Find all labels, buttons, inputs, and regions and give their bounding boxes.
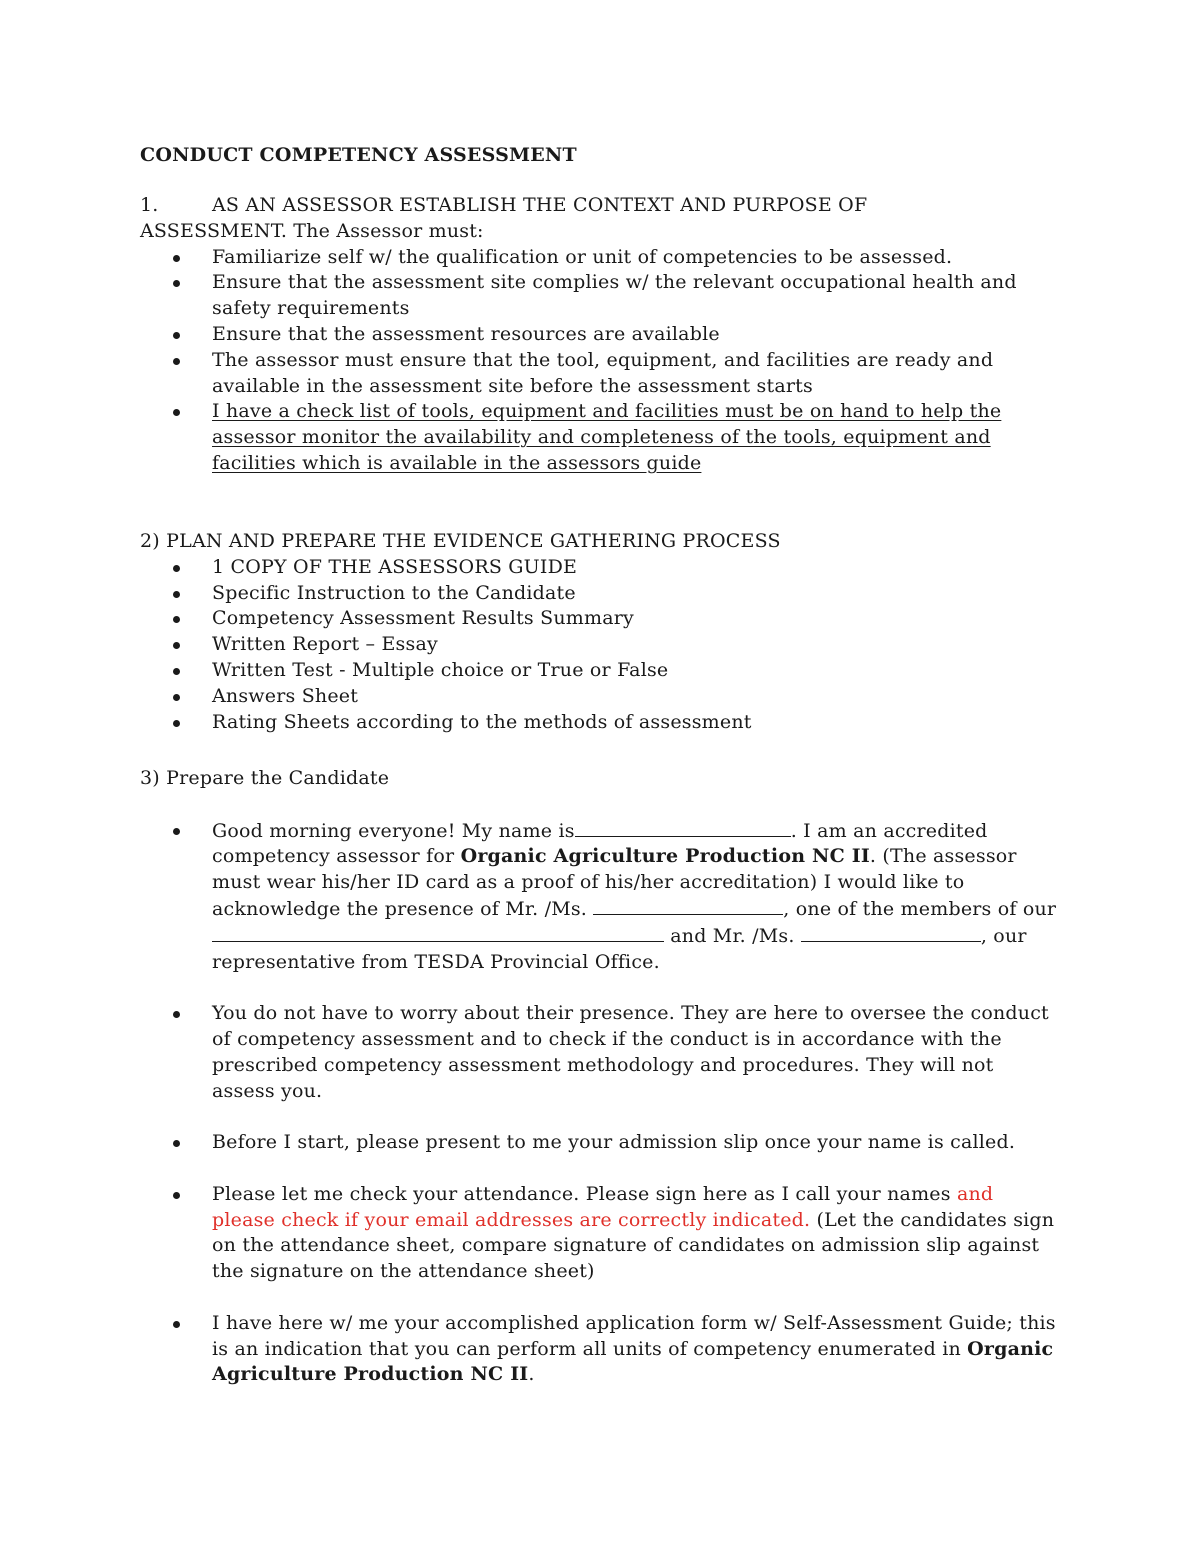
- member-name-blank: [593, 896, 783, 915]
- list-item: I have here w/ me your accomplished application form w/ Self-Assessment Guide; this is an indication that you can perform all units of competency enumerated in Organic Agriculture Production NC II.: [140, 1311, 1060, 1388]
- list-item: Familiarize self w/ the qualification or unit of competencies to be assessed.: [140, 245, 1060, 271]
- section-1-number: 1.: [140, 194, 159, 216]
- list-item-greeting: Good morning everyone! My name is . I am an accredited competency assessor for Organic Agriculture Production NC II. (The assessor must wear his/her ID card as a proof of his/her accreditation) I would like to acknowledge the presence of Mr. /Ms. , one of the members of our and Mr. /Ms. , our representative from TESDA Provincial Office.: [140, 818, 1060, 976]
- bullet-icon: [173, 591, 180, 598]
- bullet-icon: [173, 332, 180, 339]
- list-item: Written Test - Multiple choice or True or False: [140, 658, 1060, 684]
- list-item: Before I start, please present to me your admission slip once your name is called.: [140, 1130, 1060, 1156]
- list-item: The assessor must ensure that the tool, equipment, and facilities are ready and available in the assessment site before the assessment starts: [140, 348, 1060, 400]
- bullet-icon: [173, 255, 180, 262]
- section-1-heading: [140, 193, 1060, 219]
- document-title: CONDUCT COMPETENCY ASSESSMENT: [140, 144, 577, 166]
- list-item: Answers Sheet: [140, 684, 1060, 710]
- list-item: You do not have to worry about their presence. They are here to oversee the conduct of competency assessment and to check if the conduct is in accordance with the prescribed competency assessment methodology and procedures. They will not assess you.: [140, 1001, 1060, 1104]
- section-1-list: [140, 245, 1060, 477]
- section-1-heading-line2: ASSESSMENT. The Assessor must:: [140, 219, 484, 242]
- section-2: [140, 529, 1060, 735]
- bullet-icon: [173, 1192, 180, 1199]
- organization-blank: [212, 923, 664, 942]
- bullet-icon: [173, 616, 180, 623]
- list-item: Ensure that the assessment resources are available: [140, 322, 1060, 348]
- section-1-heading-line1: AS AN ASSESSOR ESTABLISH THE CONTEXT AND PURPOSE OF: [212, 194, 868, 216]
- highlighted-text: and please check if your email addresses are correctly indicated.: [212, 1182, 994, 1231]
- list-item: Please let me check your attendance. Please sign here as I call your names and please check if your email addresses are correctly indicated. (Let the candidates sign on the attendance sheet, compare signature of candidates on admission slip against the signature on the attendance sheet): [140, 1182, 1060, 1285]
- bullet-icon: [173, 1011, 180, 1018]
- section-3: [140, 766, 1060, 1414]
- section-3-heading: 3) Prepare the Candidate: [140, 767, 390, 789]
- section-3-list: [140, 818, 1060, 1389]
- bullet-icon: [173, 280, 180, 287]
- bullet-icon: [173, 828, 180, 835]
- list-item: Competency Assessment Results Summary: [140, 606, 1060, 632]
- bullet-icon: [173, 358, 180, 365]
- name-blank: [575, 818, 791, 837]
- list-item: Rating Sheets according to the methods of assessment: [140, 710, 1060, 736]
- list-item: I have a check list of tools, equipment and facilities must be on hand to help the assessor monitor the availability and completeness of the tools, equipment and facilities which is available in the assessors guide: [140, 399, 1060, 476]
- list-item: 1 COPY OF THE ASSESSORS GUIDE: [140, 555, 1060, 581]
- bullet-icon: [173, 1140, 180, 1147]
- bullet-icon: [173, 565, 180, 572]
- bullet-icon: [173, 720, 180, 727]
- bullet-icon: [173, 694, 180, 701]
- section-1: [140, 193, 1060, 477]
- list-item: Ensure that the assessment site complies w/ the relevant occupational health and safety requirements: [140, 270, 1060, 322]
- bullet-icon: [173, 1321, 180, 1328]
- bullet-icon: [173, 668, 180, 675]
- section-2-list: [140, 555, 1060, 736]
- bullet-icon: [173, 409, 180, 416]
- list-item: Written Report – Essay: [140, 632, 1060, 658]
- section-2-heading: 2) PLAN AND PREPARE THE EVIDENCE GATHERING PROCESS: [140, 530, 781, 552]
- representative-name-blank: [801, 923, 981, 942]
- list-item: Specific Instruction to the Candidate: [140, 581, 1060, 607]
- bullet-icon: [173, 642, 180, 649]
